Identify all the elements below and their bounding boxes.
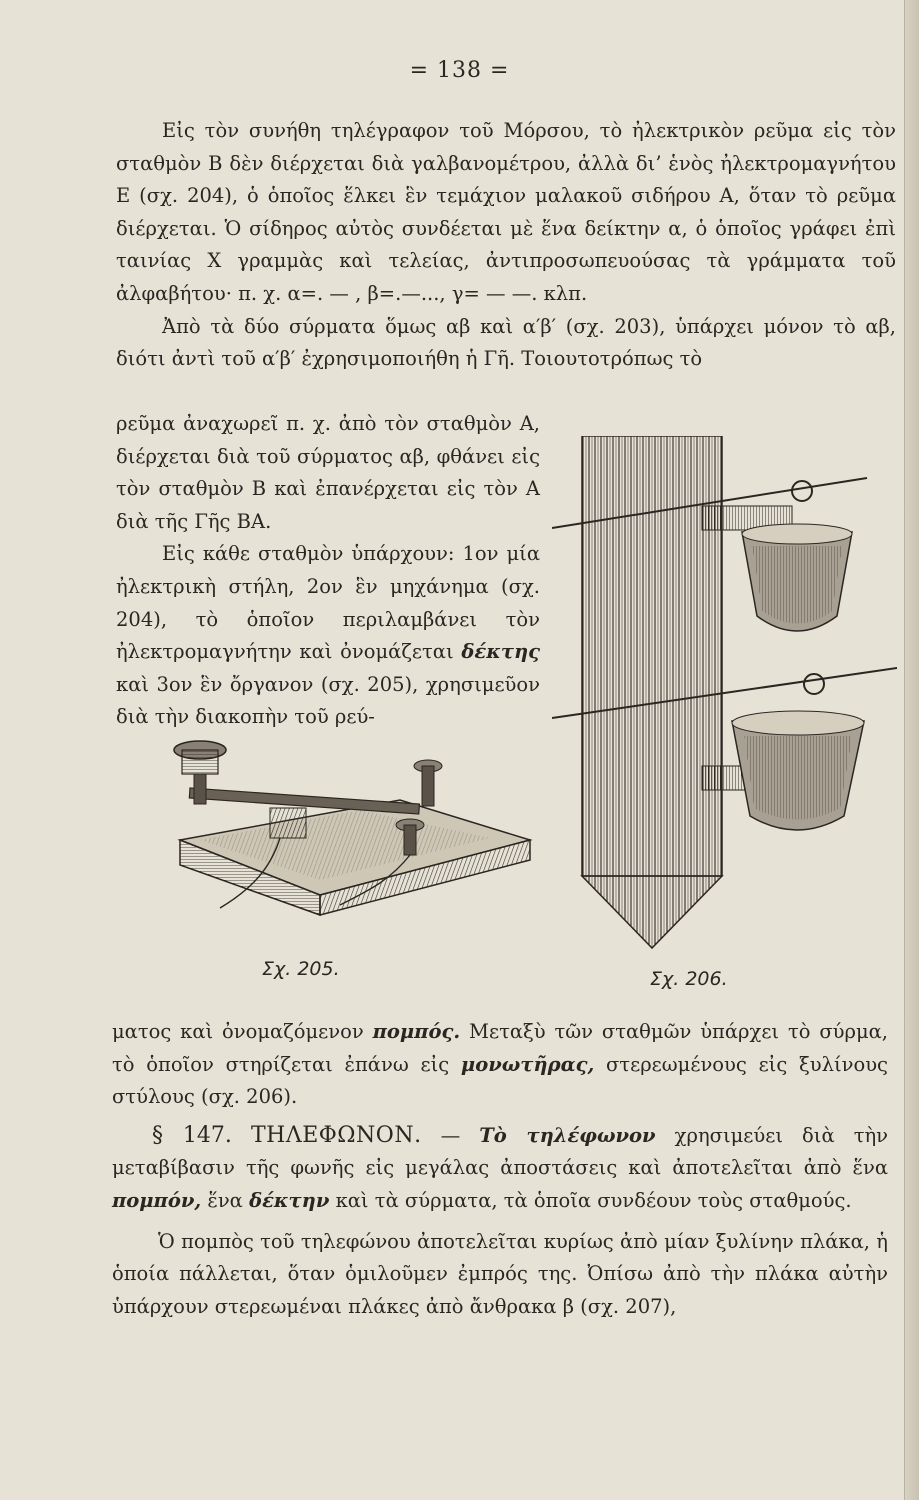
paragraph-2-full: Ἀπὸ τὰ δύο σύρματα ὅμως αβ καὶ α′β′ (σχ. 203), ὑπάρχει μόνον τὸ αβ, διότι ἀντὶ τοῦ α′β′ ἐχρησιμοποιήθη ἡ Γῆ. Τοιουτοτρόπως τὸ — [116, 314, 896, 371]
lower-text-block — [112, 1016, 888, 1323]
term-pompos: πομπός. — [372, 1020, 461, 1043]
term-tilefonon: Τὸ τηλέφωνον — [479, 1123, 656, 1147]
paragraph-4-b: Μεταξὺ τῶν σταθμῶν ὑπάρχει τὸ σύρμα, τὸ ὁποῖον στηρίζεται ἐπάνω εἰς — [112, 1020, 889, 1076]
paragraph-5-a: χρησιμεύει διὰ τὴν μεταβίβασιν τῆς φωνῆς εἰς μεγάλας ἀποστάσεις καὶ ἀποτελεῖται ἀπὸ ἕνα — [112, 1123, 889, 1180]
next-page-edge — [904, 0, 919, 1500]
paragraph-1: Εἰς τὸν συνήθη τηλέγραφον τοῦ Μόρσου, τὸ ἠλεκτρικὸν ρεῦμα εἰς τὸν σταθμὸν Β δὲν διέρχεται διὰ γαλβανομέτρου, ἀλλὰ δι’ ἑνὸς ἠλεκτρομαγνήτου Ε (σχ. 204), ὁ ὁποῖος ἕλκει ἓν τεμάχιον μαλακοῦ σιδήρου Α, ὅταν τὸ ρεῦμα διέρχεται. Ὁ σίδηρος αὐτὸς συνδέεται μὲ ἕνα δείκτην α, ὁ ὁποῖος γράφει ἐπὶ ταινίας Χ γραμμὰς καὶ τελείας, ἀντιπροσωπευούσας τὰ γράμματα τοῦ ἀλφαβήτου· π. χ. α=. — , β=.—..., γ= — —. κλπ. — [116, 119, 896, 305]
paragraph-5-b: ἕνα — [207, 1188, 243, 1212]
paragraph-4-c: στερεωμένους εἰς ξυλίνους στύλους (σχ. 206). — [112, 1052, 888, 1109]
paragraph-6: Ὁ πομπὸς τοῦ τηλεφώνου ἀποτελεῖται κυρίως ἀπὸ μίαν ξυλίνην πλάκα, ἡ ὁποία πάλλεται, ὅταν ὁμιλοῦμεν ἐμπρός της. Ὀπίσω ἀπὸ τὴν πλάκα αὐτὴν ὑπάρχουν στερεωμέναι πλάκες ἀπὸ ἄνθρακα β (σχ. 207), — [112, 1229, 888, 1318]
paragraph-5-c: καὶ τὰ σύρματα, τὰ ὁποῖα συνδέουν τοὺς σταθμούς. — [335, 1188, 852, 1212]
term-pompon: πομπόν, — [112, 1188, 202, 1212]
page-number: = 138 = — [409, 58, 510, 83]
paragraph-1-block — [116, 115, 896, 376]
term-dektis: δέκτης — [461, 640, 541, 664]
caption-206: Σχ. 206. — [650, 968, 728, 990]
section-title: ΤΗΛΕΦΩΝΟΝ. — [250, 1122, 422, 1148]
paragraph-3-a: Εἰς κάθε σταθμὸν ὑπάρχουν: 1ον μία ἠλεκτρικὴ στήλη, 2ον ἓν μηχάνημα (σχ. 204), τὸ ὁποῖον περιλαμβάνει τὸν ἠλεκτρομαγνήτην καὶ ὀνομάζεται — [116, 542, 540, 664]
paragraph-3 — [116, 538, 540, 734]
narrow-column — [116, 408, 540, 734]
paragraph-3-b: καὶ 3ον ἓν ὄργανον (σχ. 205), χρησιμεῦον διὰ τὴν διακοπὴν τοῦ ρεύ- — [116, 672, 540, 729]
paragraph-4-a: ματος καὶ ὀνομαζόμενον — [112, 1020, 364, 1043]
figure-205-telegraph-key — [160, 730, 540, 920]
section-dash: — — [440, 1123, 461, 1147]
caption-205: Σχ. 205. — [262, 958, 340, 980]
figure-206-telegraph-pole — [552, 436, 897, 951]
paragraph-2-narrow: ρεῦμα ἀναχωρεῖ π. χ. ἀπὸ τὸν σταθμὸν Α, διέρχεται διὰ τοῦ σύρματος αβ, φθάνει εἰς τὸν σταθμὸν Β καὶ ἐπανέρχεται εἰς τὸν Α διὰ τῆς Γῆς ΒΑ. — [116, 412, 540, 533]
term-monotiras: μονωτῆρας, — [460, 1052, 595, 1076]
paragraph-4 — [112, 1016, 888, 1114]
paragraph-5 — [112, 1120, 888, 1218]
section-number: § 147. — [152, 1122, 232, 1148]
term-dektin: δέκτην — [249, 1188, 330, 1212]
